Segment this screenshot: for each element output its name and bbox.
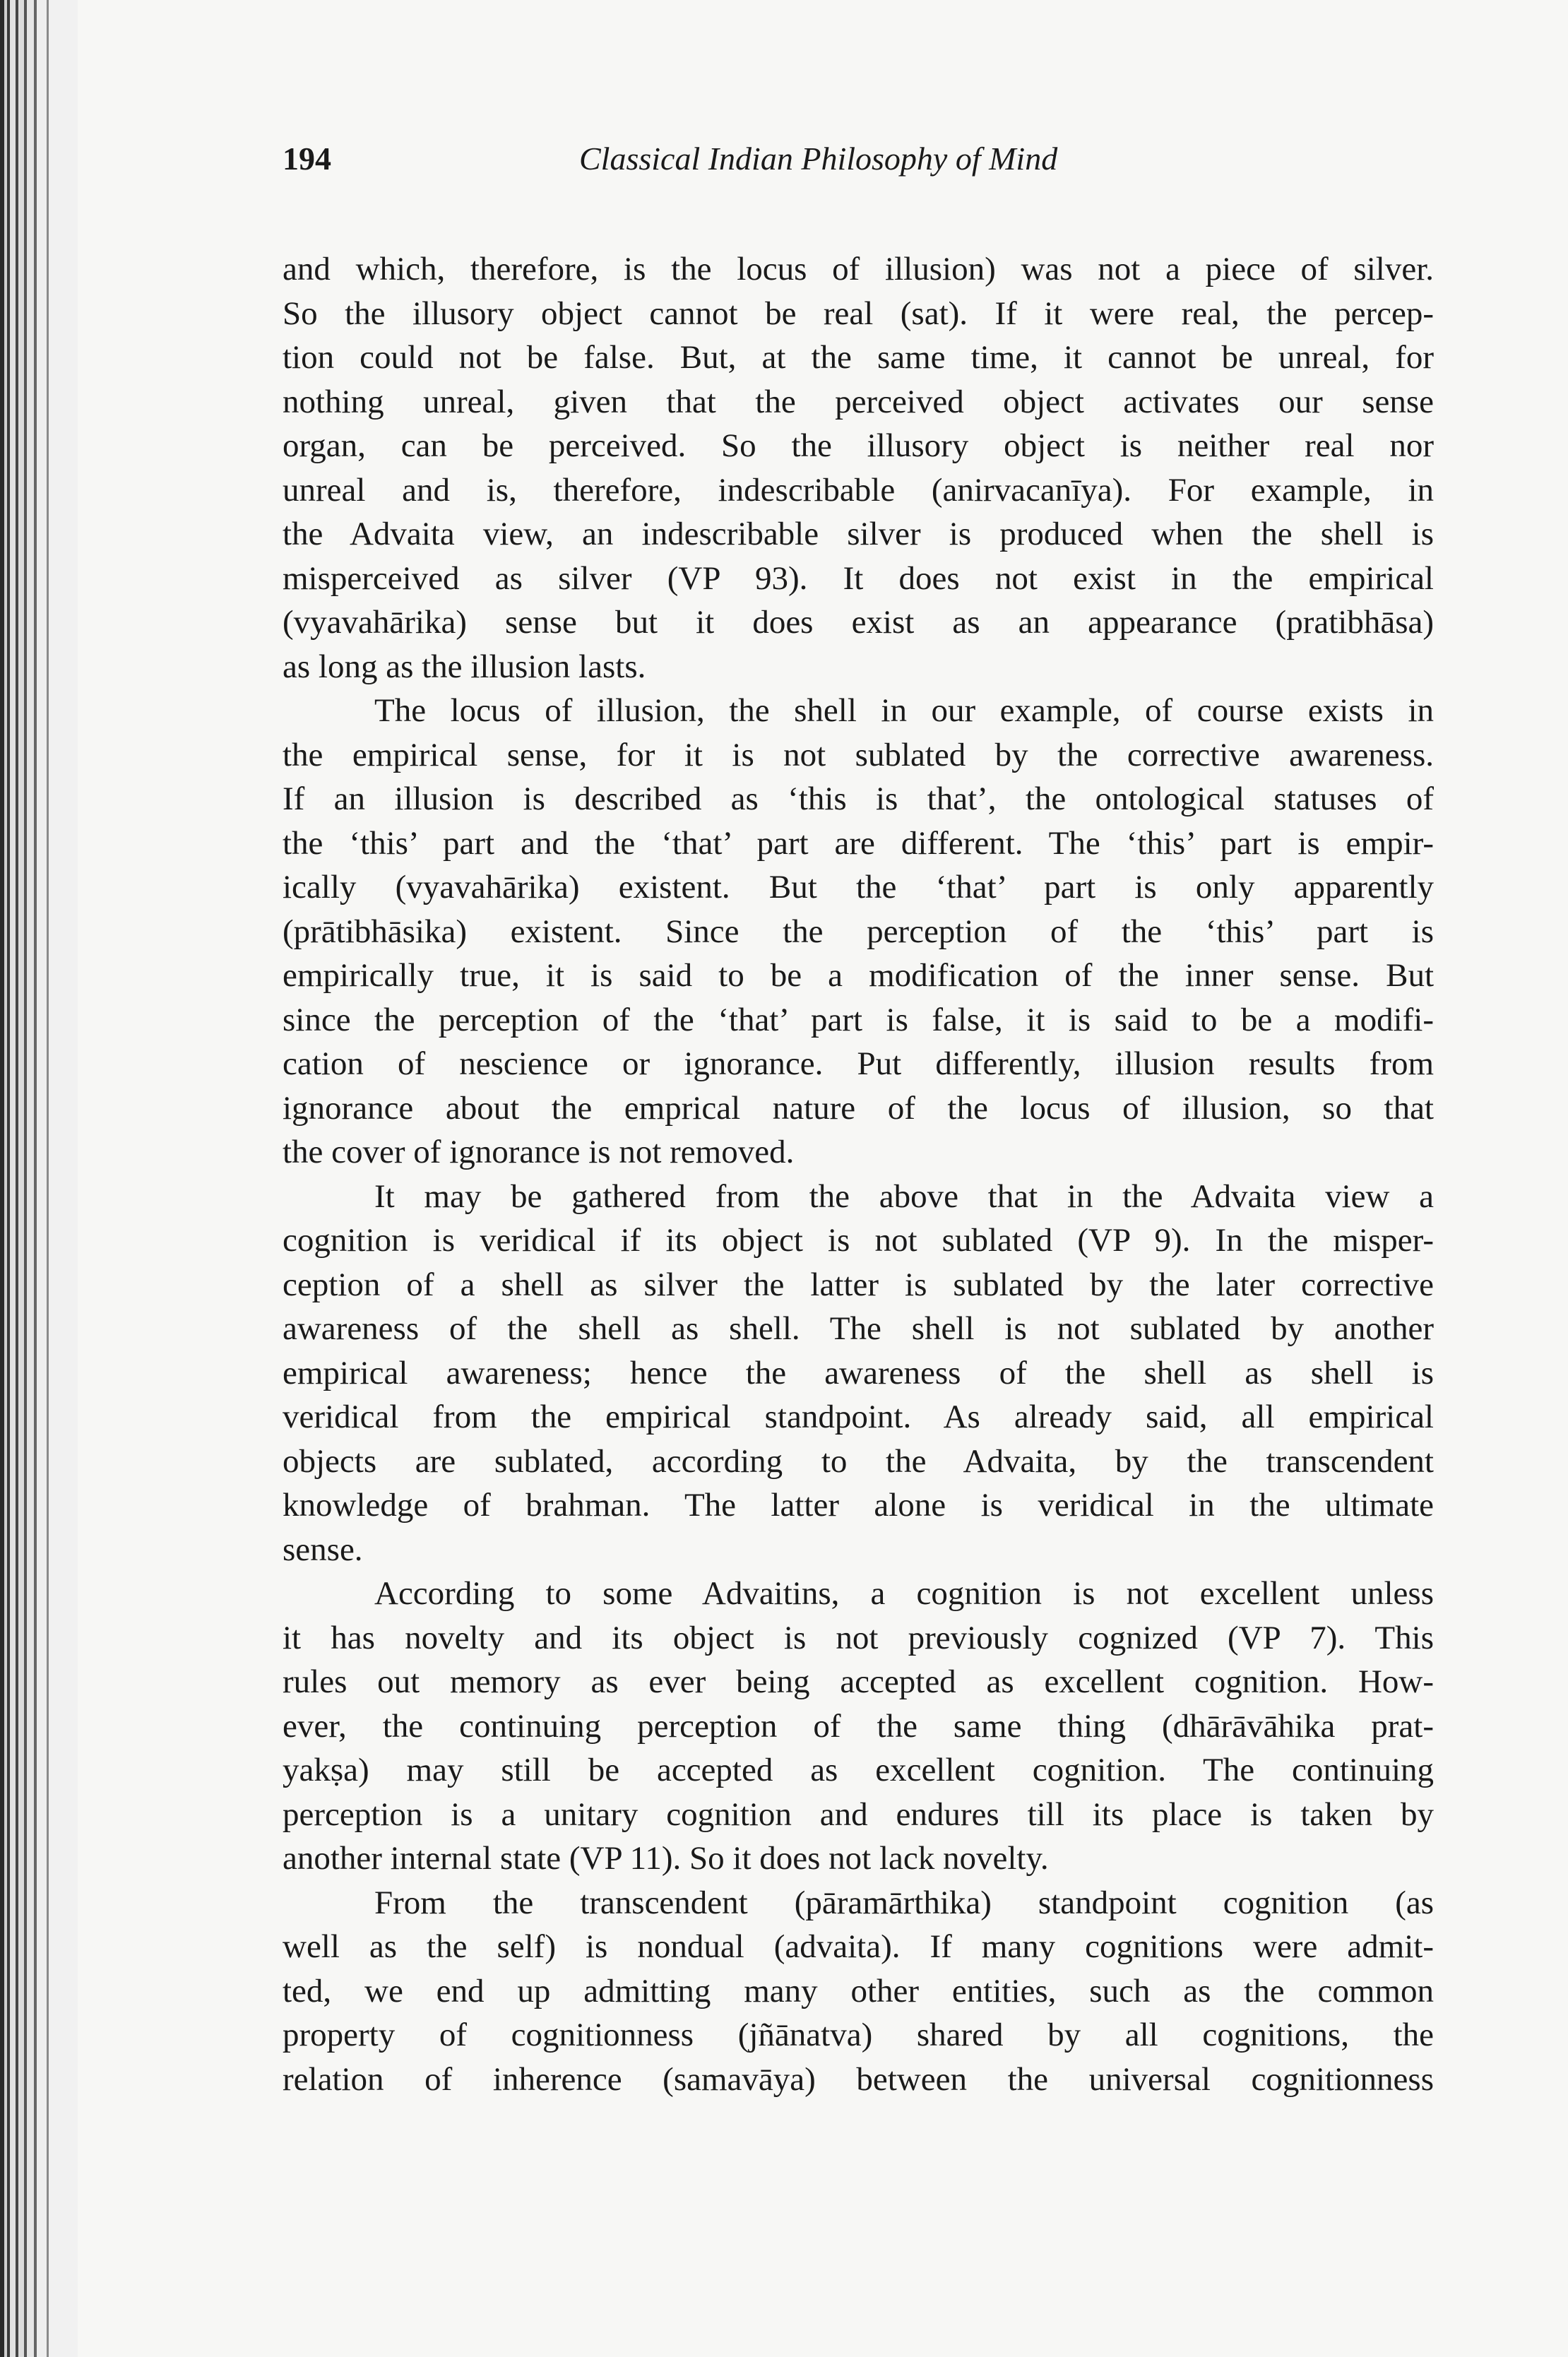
- text-line: awareness of the shell as shell. The shell is not sublated by another: [283, 1310, 1434, 1347]
- text-line: organ, can be perceived. So the illusory object is neither real nor: [283, 427, 1434, 464]
- text-line: well as the self) is nondual (advaita). If many cognitions were admit-: [283, 1928, 1434, 1965]
- text-line: unreal and is, therefore, indescribable (anirvacanīya). For example, in: [283, 471, 1434, 509]
- text-line: ignorance about the emprical nature of the locus of illusion, so that: [283, 1089, 1434, 1127]
- text-line: From the transcendent (pāramārthika) standpoint cognition (as: [374, 1884, 1434, 1921]
- text-line: ically (vyavahārika) existent. But the ‘that’ part is only apparently: [283, 869, 1434, 906]
- text-line: rules out memory as ever being accepted as excellent cognition. How-: [283, 1663, 1434, 1700]
- text-line: the ‘this’ part and the ‘that’ part are different. The ‘this’ part is empir-: [283, 824, 1434, 862]
- running-head: Classical Indian Philosophy of Mind: [579, 141, 1058, 177]
- text-line: veridical from the empirical standpoint. As already said, all empirical: [283, 1399, 1434, 1435]
- text-line: sense.: [283, 1531, 363, 1568]
- text-line: ted, we end up admitting many other entities, such as the common: [283, 1972, 1434, 2009]
- text-line: yakṣa) may still be accepted as excellent cognition. The continuing: [283, 1752, 1434, 1788]
- text-line: it has novelty and its object is not previously cognized (VP 7). This: [283, 1619, 1434, 1656]
- text-line: as long as the illusion lasts.: [283, 648, 646, 685]
- text-line: relation of inherence (samavāya) between the universal cognitionness: [283, 2060, 1434, 2098]
- text-line: objects are sublated, according to the Advaita, by the transcendent: [283, 1442, 1434, 1480]
- text-line: tion could not be false. But, at the same time, it cannot be unreal, for: [283, 339, 1434, 376]
- text-line: misperceived as silver (VP 93). It does not exist in the empirical: [283, 559, 1434, 597]
- text-line: empirically true, it is said to be a modification of the inner sense. But: [283, 957, 1434, 994]
- text-line: nothing unreal, given that the perceived object activates our sense: [283, 383, 1434, 420]
- text-line: (vyavahārika) sense but it does exist as an appearance (pratibhāsa): [283, 604, 1434, 641]
- text-line: the cover of ignorance is not removed.: [283, 1134, 795, 1170]
- book-binding-edge: [0, 0, 78, 2357]
- text-line: the Advaita view, an indescribable silver is produced when the shell is: [283, 516, 1434, 552]
- text-line: cation of nescience or ignorance. Put differently, illusion results from: [283, 1045, 1434, 1082]
- body-text: [283, 247, 1434, 2101]
- text-line: empirical awareness; hence the awareness of the shell as shell is: [283, 1354, 1434, 1391]
- text-line: The locus of illusion, the shell in our example, of course exists in: [374, 692, 1434, 729]
- text-line: ception of a shell as silver the latter is sublated by the later corrective: [283, 1266, 1434, 1303]
- text-line: another internal state (VP 11). So it does not lack novelty.: [283, 1840, 1049, 1877]
- text-line: So the illusory object cannot be real (sat). If it were real, the percep-: [283, 295, 1434, 332]
- text-line: and which, therefore, is the locus of illusion) was not a piece of silver.: [283, 251, 1434, 287]
- text-line: since the perception of the ‘that’ part is false, it is said to be a modifi-: [283, 1001, 1434, 1038]
- text-line: knowledge of brahman. The latter alone is veridical in the ultimate: [283, 1487, 1434, 1524]
- page-header: [283, 134, 1455, 184]
- text-line: perception is a unitary cognition and endures till its place is taken by: [283, 1795, 1434, 1833]
- text-line: If an illusion is described as ‘this is that’, the ontological statuses of: [283, 780, 1434, 817]
- text-line: property of cognitionness (jñānatva) shared by all cognitions, the: [283, 2017, 1434, 2053]
- text-line: (prātibhāsika) existent. Since the perception of the ‘this’ part is: [283, 913, 1434, 950]
- text-line: ever, the continuing perception of the same thing (dhārāvāhika prat-: [283, 1707, 1434, 1745]
- text-line: It may be gathered from the above that in the Advaita view a: [374, 1177, 1434, 1215]
- page-number: 194: [283, 141, 331, 177]
- text-line: cognition is veridical if its object is not sublated (VP 9). In the misper-: [283, 1222, 1434, 1259]
- text-line: According to some Advaitins, a cognition is not excellent unless: [374, 1575, 1434, 1612]
- text-line: the empirical sense, for it is not sublated by the corrective awareness.: [283, 736, 1434, 773]
